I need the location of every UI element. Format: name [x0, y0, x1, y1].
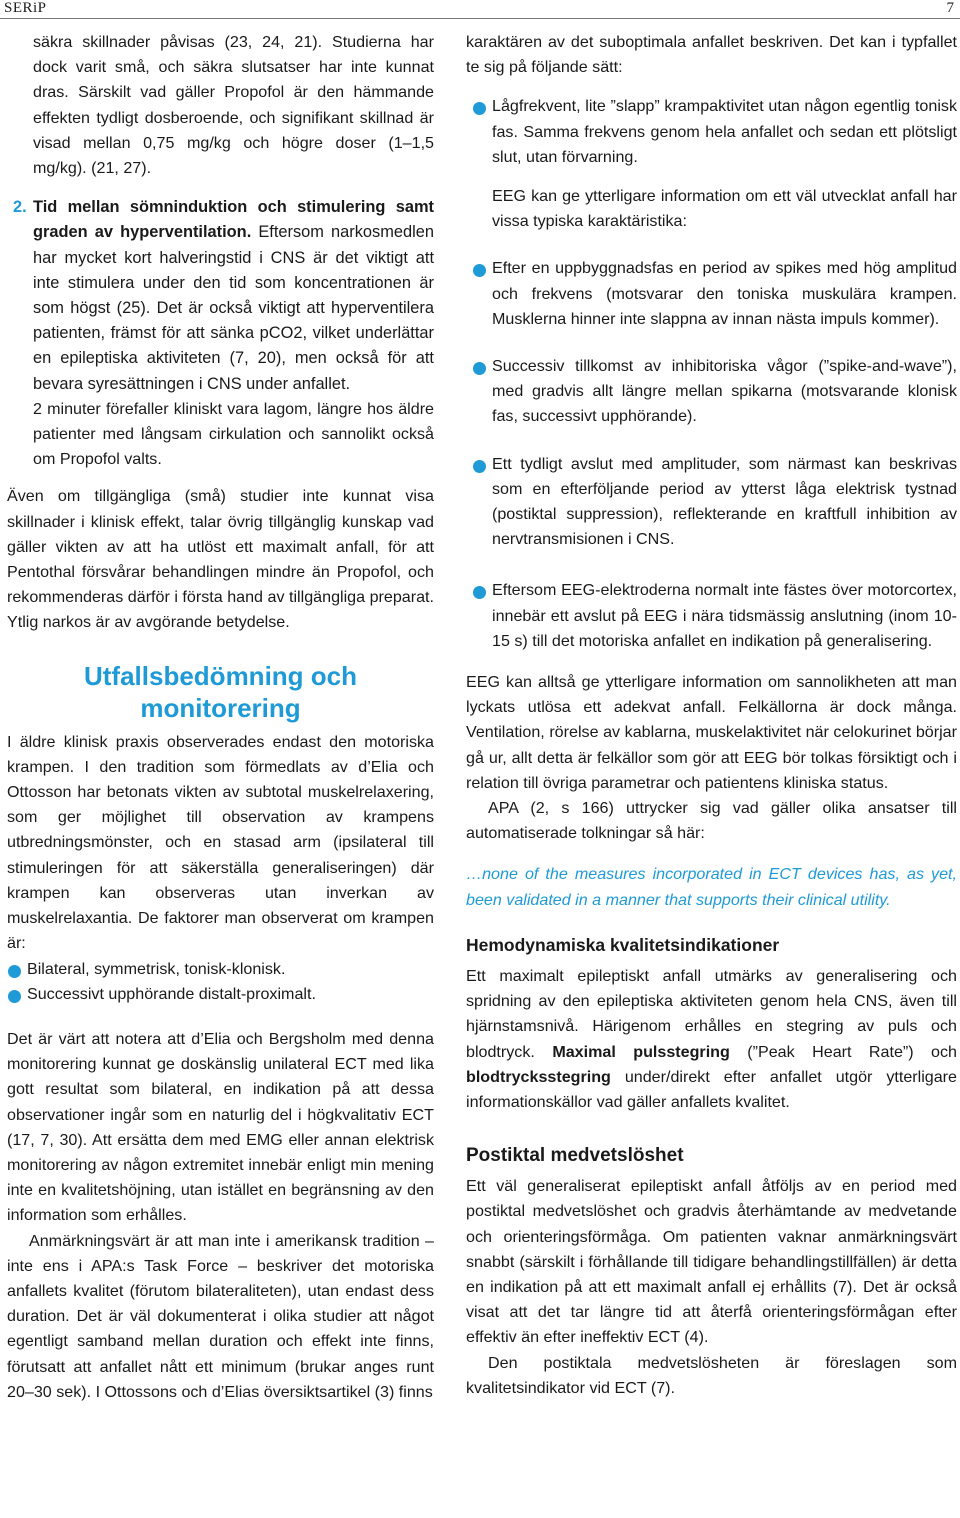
paragraph-apa-quote-intro: APA (2, s 166) uttrycker sig vad gäller olika ansatser till automatiserade tolkningar så här: — [466, 799, 957, 843]
text: under/direkt efter anfallet utgör ytterligare informationskällor vad gäller anfallets kvalitet. — [466, 1067, 957, 1111]
bullet-item — [466, 354, 957, 430]
bullet-text: Successiv tillkomst av inhibitoriska vågor (”spike-and-wave”), med gradvis allt längre mellan spikarna (motsvarande klonisk fas, successivt upphörande). — [492, 357, 957, 426]
paragraph-postictal-indicator: Den postiktala medvetslösheten är föreslagen som kvalitetsindikator vid ECT (7). — [466, 1353, 957, 1397]
paragraph-delia: Det är värt att notera att d’Elia och Bergsholm med denna monitorering kunnat ge doskänslig unilateral ECT med lika gott resultat som bilateral, en indikation på att dessa observationer ingår som en naturlig del i högkvalitativ ECT (17, 7, 30). Att ersätta dem med EMG eller annan elektrisk monitorering av någon extremitet innebär enligt min mening inte en kvalitetshöjning, utan istället en begränsning av den information som erhålles. — [7, 1029, 434, 1225]
bullet-dot-icon — [8, 965, 21, 978]
page-header — [0, 0, 960, 19]
paragraph-motor: I äldre klinisk praxis observerades endast den motoriska krampen. I den tradition som förmedlats av d’Elia och Ottosson har betonats vikten av subtotal muskelrelaxering, som ger möjlighet till observation av krampens utbredningsmönster, och en stasad arm (ipsilateral till stimuleringen för att säkerställa generaliseringen) där krampen kan observeras utan inverkan av muskelrelaxantia. De faktorer man observerat om krampen är: — [7, 732, 434, 953]
numbered-item-2 — [7, 195, 434, 397]
paragraph-hemodynamic — [466, 964, 957, 1115]
heading-postictal: Postiktal medvetslöshet — [466, 1145, 684, 1167]
bullet-text: Ett tydligt avslut med amplituder, som närmast kan beskrivas som en efterföljande period av ytterst låga elektrisk tystnad (postiktal suppression), reflekterande en kraftfull inhibition av nervtransmisionen i CNS. — [492, 454, 957, 549]
paragraph-typical: karaktären av det suboptimala anfallet beskriven. Det kan i typfallet te sig på följande sätt: — [466, 33, 957, 77]
paragraph-studies: Även om tillgängliga (små) studier inte kunnat visa skillnader i klinisk effekt, talar övrig tillgänglig kunskap vad gäller vikten av att ha utlöst ett maximalt anfall, för att Pentothal försvårar behandlingen mindre än Propofol, och rekommenderas därför i första hand av tillgängliga preparat. Ytlig narkos är av avgörande betydelse. — [7, 487, 434, 632]
bullet-dot-icon — [473, 362, 486, 375]
bullet-item — [466, 256, 957, 332]
bullet-dot-icon — [473, 586, 486, 599]
bullet-text: Lågfrekvent, lite ”slapp” krampaktivitet utan någon egentlig tonisk fas. Samma frekvens genom hela anfallet och sedan ett plötsligt slut, utan förvarning. — [492, 97, 957, 166]
bullet-item — [7, 982, 434, 1007]
bold-text: blodtrycksstegring — [466, 1067, 611, 1086]
text: (”Peak Heart Rate”) och — [729, 1042, 958, 1061]
bullet-dot-icon — [473, 460, 486, 473]
paragraph-eeg-more: EEG kan alltså ge ytterligare information om sannolikheten att man lyckats utlösa ett adekvat anfall. Felkällorna är dock många. Ventilation, rörelse av kablarna, muskelaktivitet när celokurinet börjar gå ur, allt detta är felkällor som gör att EEG bör tolkas försiktigt och i relation till övriga parametrar och patientens kliniska status. — [466, 673, 957, 792]
bullet-dot-icon — [8, 990, 21, 1003]
quote-text: …none of the measures incorporated in ECT devices has, as yet, been validated in a manner that supports their clinical utility. — [466, 865, 957, 909]
bullet-text: Bilateral, symmetrisk, tonisk-klonisk. — [27, 959, 286, 978]
left-column — [7, 30, 434, 1405]
bullet-item — [7, 957, 434, 982]
bullet-text: Eftersom EEG-elektroderna normalt inte fästes över motorcortex, innebär ett avslut på EEG i nära tidsmässig anslutning (inom 10-15 s) till det motoriska anfallet en indikation på generalisering. — [492, 581, 957, 650]
paragraph-two-minutes: 2 minuter förefaller kliniskt vara lagom, längre hos äldre patienter med långsam cirkulation och sannolikt också om Propofol valts. — [33, 399, 434, 469]
section-heading — [7, 660, 434, 724]
right-column — [466, 30, 957, 1401]
paragraph-apa: Anmärkningsvärt är att man inte i amerikansk tradition – inte ens i APA:s Task Force – beskriver det motoriska anfallets kvalitet (förutom bilateraliteten), utan endast dess duration. Det är väl dokumenterat i olika studier att något egentligt samband mellan duration och effekt inte finns, förutsatt att anfallet nått ett minimum (brukar anges runt 20–30 sek). I Ottossons och d’Elias översiktsartikel (3) finns — [7, 1231, 434, 1401]
journal-name: SERiP — [4, 0, 47, 16]
heading-hemodynamic: Hemodynamiska kvalitetsindikationer — [466, 934, 780, 955]
bullet-dot-icon — [473, 264, 486, 277]
paragraph-postictal: Ett väl generaliserat epileptiskt anfall åtföljs av en period med postiktal medvetslöshet och gradvis återhämtande av medvetande och orienteringsförmåga. Om patienten vaknar anmärkningsvärt snabbt (särskilt i förhållande till tidigare behandlingstillfällen) är detta en indikation på att ett maximalt anfall ej erhållits (7). Det är också visat att det tar längre tid att återfå orienteringsförmågan efter effektiv än efter ineffektiv ECT (4). — [466, 1177, 957, 1347]
bullet-text: Successivt upphörande distalt-proximalt. — [27, 984, 316, 1003]
section-heading-line1: Utfallsbedömning och — [84, 660, 357, 691]
page-number: 7 — [946, 0, 954, 16]
item-heading: Tid mellan sömninduktion och stimulering samt graden av hyperventilation. — [33, 198, 434, 242]
section-heading-line2: monitorering — [140, 692, 301, 723]
bullet-item — [466, 452, 957, 553]
bullet-text: Efter en uppbyggnadsfas en period av spikes med hög amplitud och frekvens (motsvarar den toniska muskulära krampen. Musklerna hinner inte slappna av innan nästa impuls kommer). — [492, 259, 957, 328]
bullet-item — [466, 94, 957, 170]
bold-text: Maximal pulsstegring — [552, 1042, 730, 1061]
item-number: 2. — [13, 198, 27, 217]
bullet-dot-icon — [473, 102, 486, 115]
bullet-item — [466, 578, 957, 654]
paragraph-eeg-intro: EEG kan ge ytterligare information om ett väl utvecklat anfall har vissa typiska karaktäristika: — [492, 187, 957, 231]
item-text: Eftersom narkosmedlen har mycket kort halveringstid i CNS är det viktigt att inte stimulera under den tid som koncentrationen är som högst (25). Det är också viktigt att hyperventilera patienten, främst för att sänka pCO2, vilket underlättar en epileptiska aktiviteten (7, 20), men också för att bevara syresättningen i CNS under anfallet. — [33, 223, 434, 393]
text: Ett maximalt epileptiskt anfall utmärks av generalisering och spridning av den epileptiska aktiviteten genom hela CNS, även till hjärnstamsnivå. Härigenom erhålles en stegring av puls och blodtryck. — [466, 966, 957, 1061]
paragraph-continued: säkra skillnader påvisas (23, 24, 21). Studierna har dock varit små, och säkra slutsatser har inte kunnat dras. Särskilt vad gäller Propofol är den hämmande effekten tydligt dosberoende, och signifikant skillnad är visad mellan 0,75 mg/kg och högre doser (1–1,5 mg/kg). (21, 27). — [33, 33, 434, 178]
